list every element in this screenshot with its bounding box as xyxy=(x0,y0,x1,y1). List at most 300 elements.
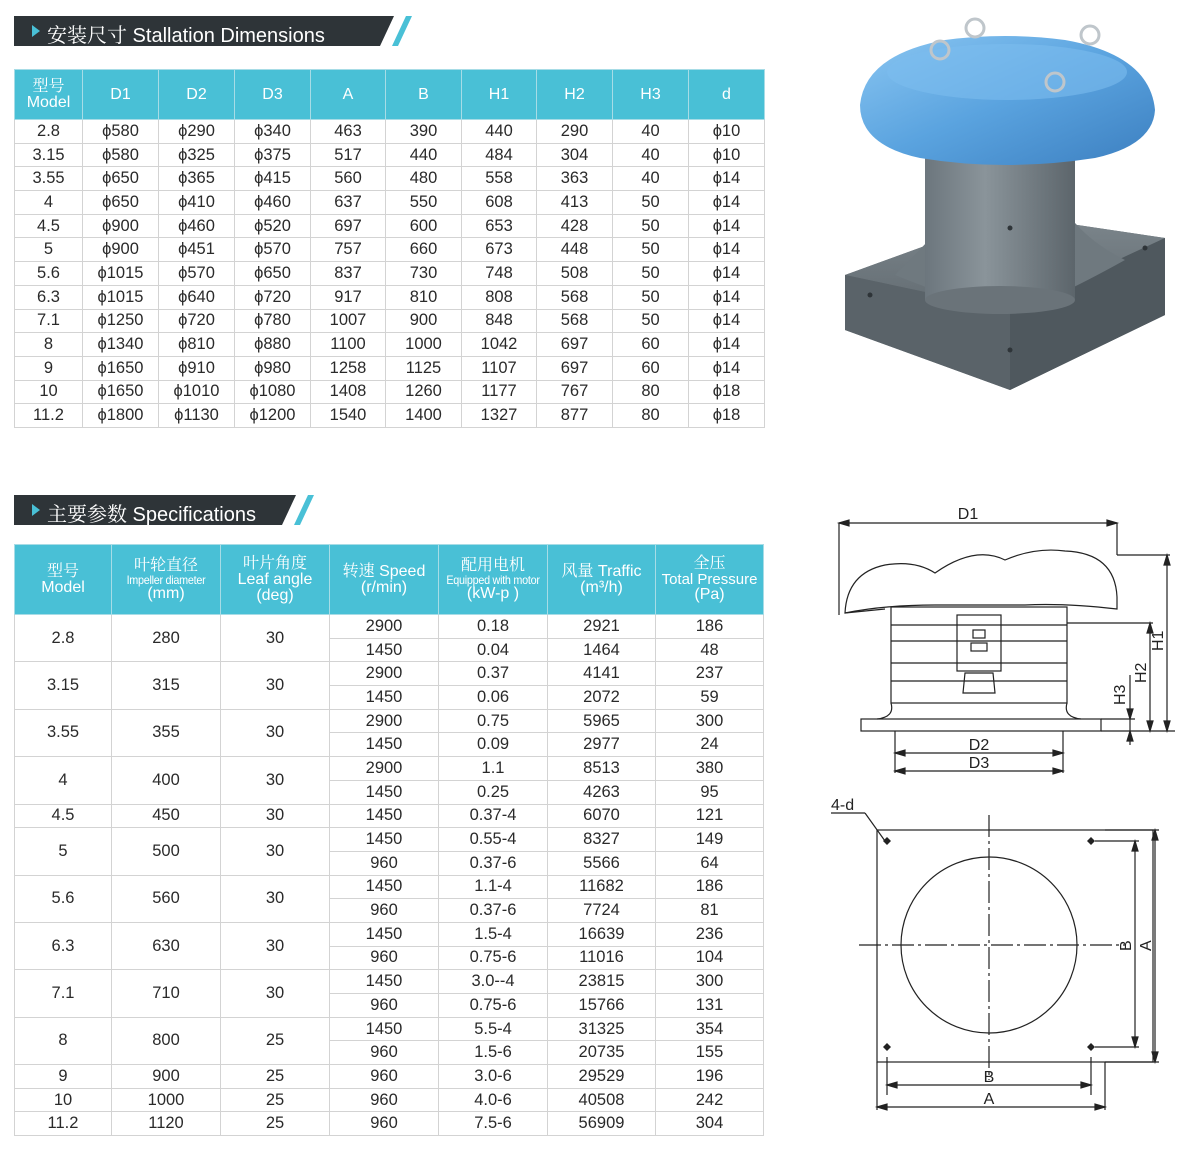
table-cell: 4141 xyxy=(548,662,656,686)
table-cell-model: 6.3 xyxy=(15,922,112,969)
table-cell: 304 xyxy=(537,143,613,167)
table-cell: ϕ1340 xyxy=(83,333,159,357)
table-row xyxy=(15,380,765,404)
table-cell: ϕ570 xyxy=(159,262,235,286)
table-cell: 7724 xyxy=(548,899,656,923)
table-cell: 558 xyxy=(462,167,537,191)
table-cell: 1.1-4 xyxy=(439,875,548,899)
table-cell: ϕ18 xyxy=(689,404,765,428)
table-cell: ϕ14 xyxy=(689,333,765,357)
table-cell: ϕ1010 xyxy=(159,380,235,404)
label-a-right: A xyxy=(1138,940,1155,951)
table-cell: 7.1 xyxy=(15,309,83,333)
table-cell: 50 xyxy=(613,262,689,286)
table-cell: ϕ14 xyxy=(689,309,765,333)
table-cell: 0.55-4 xyxy=(439,828,548,852)
table-cell: ϕ650 xyxy=(235,262,311,286)
table-cell: ϕ980 xyxy=(235,356,311,380)
table-cell: 300 xyxy=(656,709,764,733)
table-cell: 960 xyxy=(330,1112,439,1136)
table-cell: 0.75 xyxy=(439,709,548,733)
table-cell: 290 xyxy=(537,120,613,144)
table-row xyxy=(15,828,764,852)
header-d3: D3 xyxy=(235,70,311,120)
label-4-d: 4-d xyxy=(831,797,855,814)
table-cell: 0.37-6 xyxy=(439,851,548,875)
table-cell: 637 xyxy=(311,191,386,215)
table-cell-impeller: 900 xyxy=(112,1065,221,1089)
table-cell: 242 xyxy=(656,1088,764,1112)
table-row xyxy=(15,167,765,191)
table-cell: ϕ14 xyxy=(689,356,765,380)
table-cell: 4263 xyxy=(548,780,656,804)
table-cell: 560 xyxy=(311,167,386,191)
table-cell: 20735 xyxy=(548,1041,656,1065)
table-cell-angle: 30 xyxy=(221,922,330,969)
table-cell: 960 xyxy=(330,1088,439,1112)
table-cell: 4.0-6 xyxy=(439,1088,548,1112)
table-cell: ϕ290 xyxy=(159,120,235,144)
table-cell: 8 xyxy=(15,333,83,357)
table-cell: 0.37-6 xyxy=(439,899,548,923)
table-cell: ϕ570 xyxy=(235,238,311,262)
table-cell-impeller: 1120 xyxy=(112,1112,221,1136)
table-cell: 2900 xyxy=(330,709,439,733)
table-cell: 4 xyxy=(15,191,83,215)
table-cell: 1042 xyxy=(462,333,537,357)
table-row xyxy=(15,143,765,167)
table-cell: 1327 xyxy=(462,404,537,428)
table-cell: 1107 xyxy=(462,356,537,380)
label-h1: H1 xyxy=(1150,630,1167,651)
table-cell: 1464 xyxy=(548,638,656,662)
table-cell-impeller: 800 xyxy=(112,1017,221,1064)
table-cell: 463 xyxy=(311,120,386,144)
table-cell-model: 4.5 xyxy=(15,804,112,828)
table-cell: 697 xyxy=(311,214,386,238)
table-cell-impeller: 280 xyxy=(112,615,221,662)
table-cell: 59 xyxy=(656,686,764,710)
table-cell-angle: 30 xyxy=(221,828,330,875)
table-cell: ϕ1015 xyxy=(83,285,159,309)
table-cell: 4.5 xyxy=(15,214,83,238)
table-cell: ϕ18 xyxy=(689,380,765,404)
table-cell-impeller: 1000 xyxy=(112,1088,221,1112)
table-row xyxy=(15,191,765,215)
table-cell-impeller: 355 xyxy=(112,709,221,756)
table-cell: ϕ580 xyxy=(83,120,159,144)
table-row xyxy=(15,333,765,357)
table-cell: ϕ1800 xyxy=(83,404,159,428)
table-cell: ϕ520 xyxy=(235,214,311,238)
table-cell: ϕ14 xyxy=(689,214,765,238)
table-cell: 64 xyxy=(656,851,764,875)
table-cell: 2921 xyxy=(548,615,656,639)
table-cell: 80 xyxy=(613,380,689,404)
table-cell: 363 xyxy=(537,167,613,191)
table-cell: 1260 xyxy=(386,380,462,404)
table-cell: 80 xyxy=(613,404,689,428)
table-cell: 1450 xyxy=(330,875,439,899)
table-cell-model: 3.15 xyxy=(15,662,112,709)
specifications-table xyxy=(14,544,764,1136)
table-cell: 10 xyxy=(15,380,83,404)
table-row xyxy=(15,970,764,994)
table-cell: 0.18 xyxy=(439,615,548,639)
table-cell: 848 xyxy=(462,309,537,333)
table-cell: 428 xyxy=(537,214,613,238)
header-model: 型号 Model xyxy=(15,545,112,615)
table-cell: 697 xyxy=(537,333,613,357)
table-cell: 24 xyxy=(656,733,764,757)
table-cell: 1450 xyxy=(330,733,439,757)
table-row xyxy=(15,875,764,899)
table-cell: 40 xyxy=(613,120,689,144)
table-cell: ϕ780 xyxy=(235,309,311,333)
table-cell: 81 xyxy=(656,899,764,923)
table-cell: 1258 xyxy=(311,356,386,380)
table-cell: ϕ14 xyxy=(689,238,765,262)
table-cell: 448 xyxy=(537,238,613,262)
table-cell: ϕ14 xyxy=(689,191,765,215)
table-cell-model: 9 xyxy=(15,1065,112,1089)
table-cell: 60 xyxy=(613,333,689,357)
table-cell: 6070 xyxy=(548,804,656,828)
table-cell: 0.75-6 xyxy=(439,946,548,970)
table-cell: 960 xyxy=(330,994,439,1018)
table-cell: 550 xyxy=(386,191,462,215)
table-row xyxy=(15,285,765,309)
table-cell: 300 xyxy=(656,970,764,994)
table-cell: 50 xyxy=(613,191,689,215)
table-cell-angle: 30 xyxy=(221,662,330,709)
table-cell: ϕ810 xyxy=(159,333,235,357)
label-d3: D3 xyxy=(968,755,990,772)
table-cell: 380 xyxy=(656,757,764,781)
table-row xyxy=(15,356,765,380)
table-cell-angle: 30 xyxy=(221,615,330,662)
table-cell: 484 xyxy=(462,143,537,167)
table-cell: ϕ900 xyxy=(83,214,159,238)
table-cell: 11016 xyxy=(548,946,656,970)
section-marker-icon xyxy=(32,25,40,37)
table-cell-model: 3.55 xyxy=(15,709,112,756)
table-row xyxy=(15,615,764,639)
table-row xyxy=(15,214,765,238)
table-cell: 149 xyxy=(656,828,764,852)
table-cell: ϕ1200 xyxy=(235,404,311,428)
table-cell: ϕ720 xyxy=(159,309,235,333)
table-cell: 653 xyxy=(462,214,537,238)
dimensions-section-title xyxy=(14,16,404,46)
table-cell-model: 2.8 xyxy=(15,615,112,662)
table-row xyxy=(15,662,764,686)
table-cell: 568 xyxy=(537,309,613,333)
table-cell: 917 xyxy=(311,285,386,309)
table-cell: 5566 xyxy=(548,851,656,875)
table-cell: 673 xyxy=(462,238,537,262)
table-cell-model: 8 xyxy=(15,1017,112,1064)
table-cell: 390 xyxy=(386,120,462,144)
table-cell: 50 xyxy=(613,309,689,333)
table-cell: 60 xyxy=(613,356,689,380)
dimensions-table xyxy=(14,69,765,428)
dimensions-header-row xyxy=(15,70,765,120)
table-cell: 40 xyxy=(613,167,689,191)
table-cell: 1177 xyxy=(462,380,537,404)
table-cell: 155 xyxy=(656,1041,764,1065)
table-cell: ϕ880 xyxy=(235,333,311,357)
table-cell: 960 xyxy=(330,1065,439,1089)
table-cell: 2900 xyxy=(330,615,439,639)
table-cell: 757 xyxy=(311,238,386,262)
table-cell: 1450 xyxy=(330,804,439,828)
table-cell: ϕ365 xyxy=(159,167,235,191)
table-cell: ϕ460 xyxy=(235,191,311,215)
table-cell-model: 4 xyxy=(15,757,112,804)
top-view-diagram xyxy=(825,795,1190,1115)
table-cell: 600 xyxy=(386,214,462,238)
table-cell: 480 xyxy=(386,167,462,191)
table-cell-angle: 25 xyxy=(221,1065,330,1089)
specifications-section-title xyxy=(14,495,314,525)
table-cell: 1400 xyxy=(386,404,462,428)
header-d1: D1 xyxy=(83,70,159,120)
table-cell: 3.55 xyxy=(15,167,83,191)
header-d2: D2 xyxy=(159,70,235,120)
table-cell: 23815 xyxy=(548,970,656,994)
table-cell: 196 xyxy=(656,1065,764,1089)
table-cell: 50 xyxy=(613,214,689,238)
table-cell: 7.5-6 xyxy=(439,1112,548,1136)
table-cell: ϕ325 xyxy=(159,143,235,167)
label-h3: H3 xyxy=(1112,684,1129,705)
table-cell: ϕ375 xyxy=(235,143,311,167)
table-cell: ϕ1015 xyxy=(83,262,159,286)
table-cell: ϕ10 xyxy=(689,143,765,167)
table-cell: ϕ415 xyxy=(235,167,311,191)
table-cell: 767 xyxy=(537,380,613,404)
table-cell: 1100 xyxy=(311,333,386,357)
table-cell: 2072 xyxy=(548,686,656,710)
table-cell: 1000 xyxy=(386,333,462,357)
table-cell: 660 xyxy=(386,238,462,262)
table-cell: 3.0-6 xyxy=(439,1065,548,1089)
table-cell-angle: 30 xyxy=(221,875,330,922)
header-motor: 配用电机 Equipped with motor (kW-p ) xyxy=(439,545,548,615)
header-b: B xyxy=(386,70,462,120)
table-cell: 237 xyxy=(656,662,764,686)
table-cell: 413 xyxy=(537,191,613,215)
table-cell: 95 xyxy=(656,780,764,804)
table-cell: 50 xyxy=(613,238,689,262)
table-row xyxy=(15,262,765,286)
table-cell: 40508 xyxy=(548,1088,656,1112)
table-cell-angle: 30 xyxy=(221,804,330,828)
table-cell: ϕ14 xyxy=(689,285,765,309)
table-cell: 748 xyxy=(462,262,537,286)
table-cell: 131 xyxy=(656,994,764,1018)
header-impeller: 叶轮直径 Impeller diameter (mm) xyxy=(112,545,221,615)
table-cell-angle: 25 xyxy=(221,1112,330,1136)
table-cell: 186 xyxy=(656,875,764,899)
table-cell: ϕ580 xyxy=(83,143,159,167)
table-cell: 0.25 xyxy=(439,780,548,804)
table-cell: 1.1 xyxy=(439,757,548,781)
table-cell: 5 xyxy=(15,238,83,262)
table-cell: ϕ650 xyxy=(83,167,159,191)
table-cell: ϕ451 xyxy=(159,238,235,262)
table-cell-angle: 30 xyxy=(221,709,330,756)
header-d: d xyxy=(689,70,765,120)
table-cell: ϕ14 xyxy=(689,167,765,191)
table-cell: 1408 xyxy=(311,380,386,404)
table-cell: ϕ410 xyxy=(159,191,235,215)
table-row xyxy=(15,1088,764,1112)
table-cell-model: 5.6 xyxy=(15,875,112,922)
table-row xyxy=(15,757,764,781)
table-row xyxy=(15,1112,764,1136)
table-cell-impeller: 630 xyxy=(112,922,221,969)
table-cell: 1450 xyxy=(330,686,439,710)
header-h1: H1 xyxy=(462,70,537,120)
table-cell: 810 xyxy=(386,285,462,309)
table-cell: 8327 xyxy=(548,828,656,852)
table-cell: ϕ340 xyxy=(235,120,311,144)
table-row xyxy=(15,1017,764,1041)
table-cell: 186 xyxy=(656,615,764,639)
table-cell-angle: 30 xyxy=(221,757,330,804)
header-a: A xyxy=(311,70,386,120)
table-cell: 960 xyxy=(330,946,439,970)
table-cell: 5.6 xyxy=(15,262,83,286)
table-cell: 568 xyxy=(537,285,613,309)
table-cell-angle: 30 xyxy=(221,970,330,1017)
table-cell: 1540 xyxy=(311,404,386,428)
table-cell-model: 11.2 xyxy=(15,1112,112,1136)
table-cell-angle: 25 xyxy=(221,1017,330,1064)
table-cell: ϕ720 xyxy=(235,285,311,309)
label-b-right: B xyxy=(1118,940,1135,951)
table-cell: ϕ460 xyxy=(159,214,235,238)
table-cell: 2977 xyxy=(548,733,656,757)
table-cell: 236 xyxy=(656,922,764,946)
table-cell-impeller: 400 xyxy=(112,757,221,804)
table-cell: 2900 xyxy=(330,662,439,686)
table-cell: 900 xyxy=(386,309,462,333)
table-row xyxy=(15,404,765,428)
table-cell: 1450 xyxy=(330,828,439,852)
table-cell: 440 xyxy=(386,143,462,167)
roof-fan-product-image xyxy=(835,10,1175,430)
table-cell: ϕ910 xyxy=(159,356,235,380)
table-cell: ϕ1080 xyxy=(235,380,311,404)
table-cell-model: 5 xyxy=(15,828,112,875)
table-cell: ϕ1650 xyxy=(83,356,159,380)
table-cell: 0.09 xyxy=(439,733,548,757)
table-cell: 304 xyxy=(656,1112,764,1136)
dimensions-title-text: 安装尺寸 Stallation Dimensions xyxy=(47,25,325,47)
table-row xyxy=(15,238,765,262)
table-cell: 608 xyxy=(462,191,537,215)
table-cell-model: 7.1 xyxy=(15,970,112,1017)
header-h3: H3 xyxy=(613,70,689,120)
table-cell: 0.04 xyxy=(439,638,548,662)
table-cell: 8513 xyxy=(548,757,656,781)
label-b-bottom: B xyxy=(983,1069,995,1086)
header-model: 型号 Model xyxy=(15,70,83,120)
label-d2: D2 xyxy=(968,737,990,754)
table-cell: ϕ900 xyxy=(83,238,159,262)
header-h2: H2 xyxy=(537,70,613,120)
specifications-header-row xyxy=(15,545,764,615)
table-cell: 508 xyxy=(537,262,613,286)
table-cell: 837 xyxy=(311,262,386,286)
table-cell: 11.2 xyxy=(15,404,83,428)
table-cell-impeller: 315 xyxy=(112,662,221,709)
table-cell: 121 xyxy=(656,804,764,828)
table-cell: 0.06 xyxy=(439,686,548,710)
table-cell: 6.3 xyxy=(15,285,83,309)
table-cell: 3.15 xyxy=(15,143,83,167)
table-cell: 0.37 xyxy=(439,662,548,686)
table-cell: 48 xyxy=(656,638,764,662)
label-d1: D1 xyxy=(957,506,979,523)
table-cell: 3.0--4 xyxy=(439,970,548,994)
table-row xyxy=(15,709,764,733)
table-cell: 56909 xyxy=(548,1112,656,1136)
header-leaf-angle: 叶片角度 Leaf angle (deg) xyxy=(221,545,330,615)
table-cell: 354 xyxy=(656,1017,764,1041)
table-row xyxy=(15,120,765,144)
table-cell: 440 xyxy=(462,120,537,144)
table-cell: 11682 xyxy=(548,875,656,899)
table-cell: ϕ10 xyxy=(689,120,765,144)
table-cell: 2.8 xyxy=(15,120,83,144)
table-cell: 960 xyxy=(330,851,439,875)
table-cell: 960 xyxy=(330,1041,439,1065)
table-cell: ϕ1250 xyxy=(83,309,159,333)
table-cell: 697 xyxy=(537,356,613,380)
table-cell: ϕ640 xyxy=(159,285,235,309)
table-cell: 31325 xyxy=(548,1017,656,1041)
table-cell-impeller: 710 xyxy=(112,970,221,1017)
table-cell: 1.5-4 xyxy=(439,922,548,946)
table-row xyxy=(15,309,765,333)
table-cell-angle: 25 xyxy=(221,1088,330,1112)
table-cell: 960 xyxy=(330,899,439,923)
table-cell: 9 xyxy=(15,356,83,380)
label-a-bottom: A xyxy=(983,1091,995,1108)
table-cell: ϕ1650 xyxy=(83,380,159,404)
header-speed: 转速 Speed (r/min) xyxy=(330,545,439,615)
table-cell: 1007 xyxy=(311,309,386,333)
table-cell: 0.37-4 xyxy=(439,804,548,828)
table-cell: 5.5-4 xyxy=(439,1017,548,1041)
table-cell: ϕ1130 xyxy=(159,404,235,428)
table-row xyxy=(15,922,764,946)
table-cell-model: 10 xyxy=(15,1088,112,1112)
header-traffic: 风量 Traffic (m³/h) xyxy=(548,545,656,615)
table-cell: 808 xyxy=(462,285,537,309)
section-marker-icon xyxy=(32,504,40,516)
table-cell: 730 xyxy=(386,262,462,286)
table-cell: 5965 xyxy=(548,709,656,733)
table-cell: 877 xyxy=(537,404,613,428)
table-cell: 40 xyxy=(613,143,689,167)
table-cell: 1450 xyxy=(330,780,439,804)
table-cell: 104 xyxy=(656,946,764,970)
